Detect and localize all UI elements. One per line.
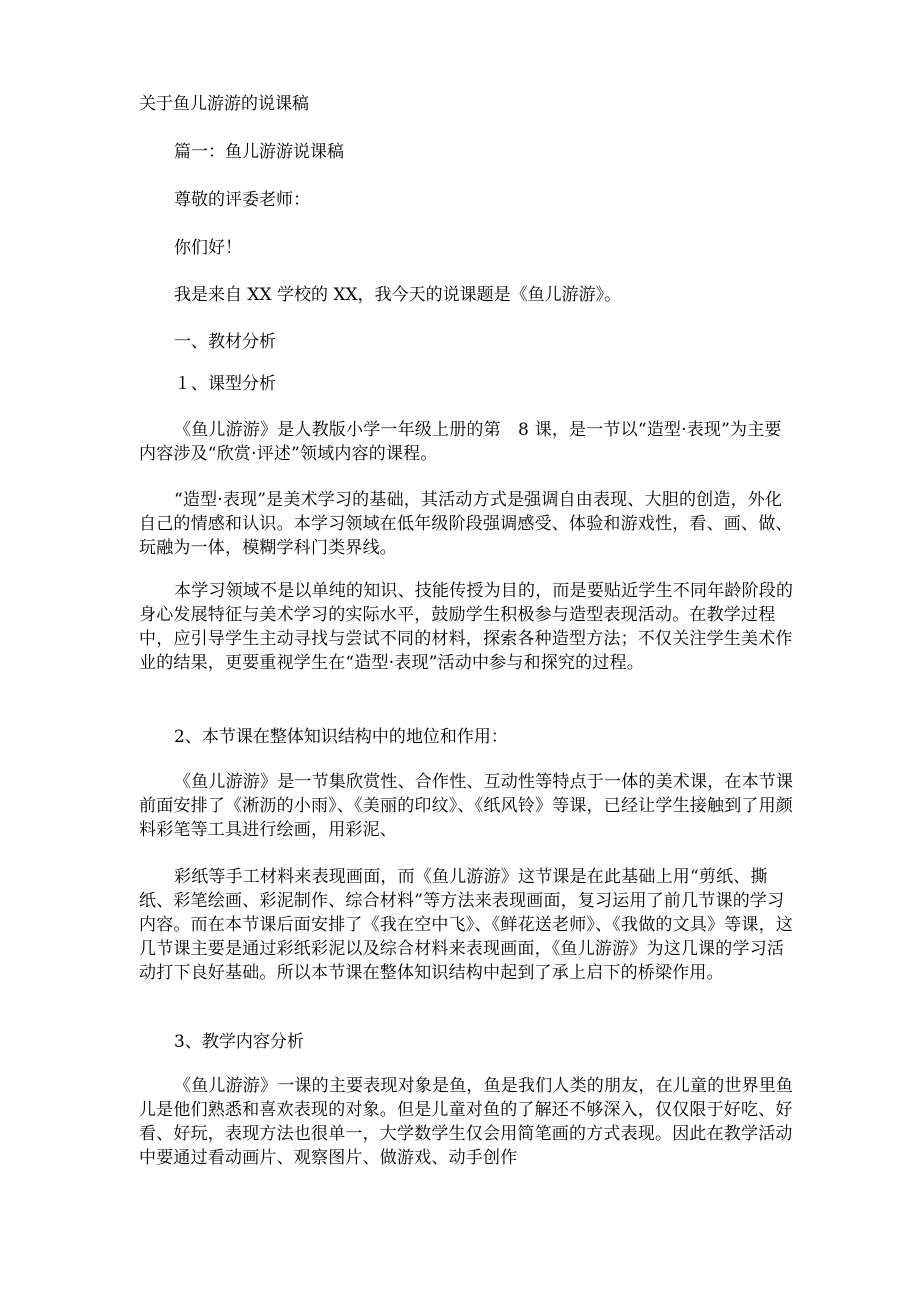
subsection-heading-position-role: 2、本节课在整体知识结构中的地位和作用： [174,727,508,747]
subsection-heading-lesson-type: １、课型分析 [174,374,276,394]
subsection-heading-content-analysis: 3、教学内容分析 [174,1032,304,1052]
paragraph-modeling-expression: “造型·表现”是美术学习的基础，其活动方式是强调自由表现、大胆的创造，外化自己的情感和认识。本学习领域在低年级阶段强调感受、体验和游戏性，看、画、做、玩融为一体，模糊学科门类界线。 [139,490,793,558]
document-title: 关于鱼儿游游的说课稿 [139,94,309,114]
section-heading-textbook-analysis: 一、教材分析 [174,332,276,352]
paragraph-lesson-features: 《鱼儿游游》是一节集欣赏性、合作性、互动性等特点于一体的美术课，在本节课前面安排了《淅沥的小雨》、《美丽的印纹》、《纸风铃》等课，已经让学生接触到了用颜料彩笔等工具进行绘画，用彩泥、 [139,772,794,840]
greeting: 你们好！ [174,238,242,258]
paragraph-content-analysis: 《鱼儿游游》一课的主要表现对象是鱼，鱼是我们人类的朋友，在儿童的世界里鱼儿是他们熟悉和喜欢表现的对象。但是儿童对鱼的了解还不够深入，仅仅限于好吃、好看、好玩，表现方法也很单一，大学数学生仅会用简笔画的方式表现。因此在教学活动中要通过看动画片、观察图片、做游戏、动手创作 [139,1076,794,1168]
intro-line: 我是来自 XX 学校的 XX，我今天的说课题是《鱼儿游游》。 [174,285,622,305]
heading-part-one: 篇一：鱼儿游游说课稿 [174,142,344,162]
paragraph-lesson-type: 《鱼儿游游》是人教版小学一年级上册的第 8 课，是一节以“造型·表现”为主要内容涉及“欣赏·评述”领域内容的课程。 [139,420,782,464]
salutation: 尊敬的评委老师： [174,190,310,210]
paragraph-learning-domain: 本学习领域不是以单纯的知识、技能传授为目的，而是要贴近学生不同年龄阶段的身心发展特征与美术学习的实际水平，鼓励学生积极参与造型表现活动。在教学过程中，应引导学生主动寻找与尝试不同的材料，探索各种造型方法；不仅关注学生美术作业的结果，更要重视学生在“造型·表现”活动中参与和探究的过程。 [139,581,794,673]
paragraph-materials-bridge: 彩纸等手工材料来表现画面，而《鱼儿游游》这节课是在此基础上用“剪纸、撕纸、彩笔绘画、彩泥制作、综合材料”等方法来表现画面，复习运用了前几节课的学习内容。而在本节课后面安排了《我在空中飞》、《鲜花送老师》、《我做的文具》等课，这几节课主要是通过彩纸彩泥以及综合材料来表现画面，《鱼儿游游》为这几课的学习活动打下良好基础。所以本节课在整体知识结构中起到了承上启下的桥梁作用。 [139,867,793,983]
